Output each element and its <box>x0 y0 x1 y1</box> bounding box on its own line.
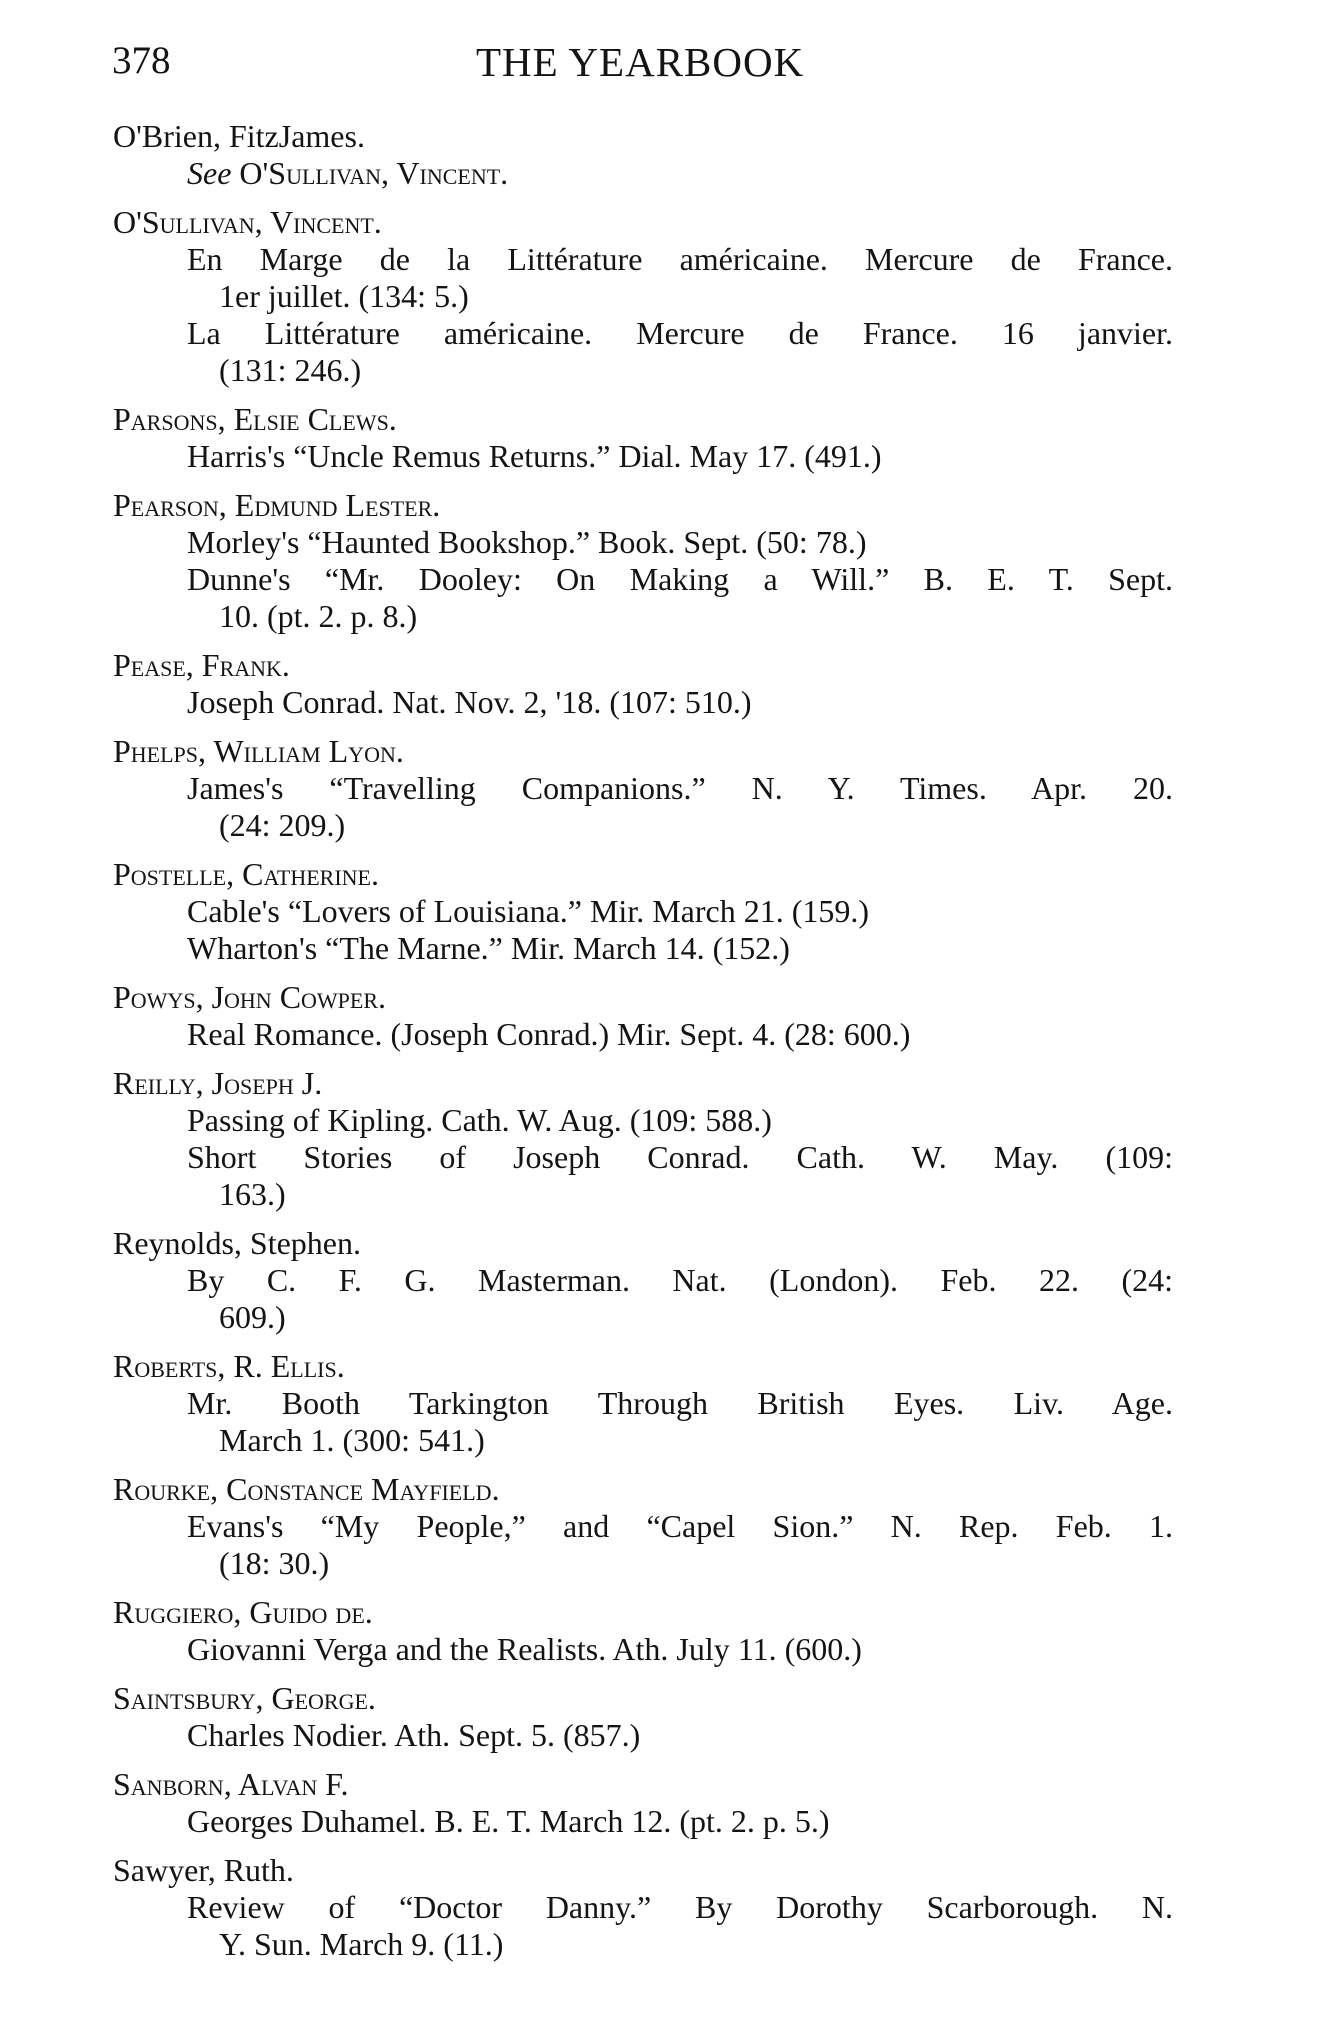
citation-line: Wharton's “The Marne.” Mir. March 14. (152.) <box>187 930 790 966</box>
bibliography-entry <box>113 647 1173 721</box>
see-reference-label: See <box>187 155 232 191</box>
citation-line: Mr. Booth Tarkington Through British Eyes. Liv. Age. <box>187 1385 1173 1421</box>
running-head: THE YEARBOOK <box>476 39 805 85</box>
bibliography-entry <box>113 204 1173 389</box>
bibliography-entry <box>113 979 1173 1053</box>
entry-author: O'Brien, FitzJames. <box>113 118 365 154</box>
citation-line: (24: 209.) <box>219 807 346 843</box>
entry-author: Saintsbury, George. <box>113 1680 376 1716</box>
entry-author: Pease, Frank. <box>113 647 290 683</box>
page-number: 378 <box>112 39 171 82</box>
entry-author: Roberts, R. Ellis. <box>113 1348 345 1384</box>
citation-line: 609.) <box>219 1299 286 1335</box>
bibliography-entry <box>113 118 1173 192</box>
entry-author: Reynolds, Stephen. <box>113 1225 361 1261</box>
entry-author: Sawyer, Ruth. <box>113 1852 294 1888</box>
entry-author: Ruggiero, Guido de. <box>113 1594 373 1630</box>
citation-line: James's “Travelling Companions.” N. Y. Times. Apr. 20. <box>187 770 1173 806</box>
see-reference-target: O'Sullivan, Vincent. <box>239 155 509 191</box>
bibliography-entry <box>113 1594 1173 1668</box>
bibliography-entry <box>113 1680 1173 1754</box>
citation-line: Joseph Conrad. Nat. Nov. 2, '18. (107: 510.) <box>187 684 752 720</box>
citation-line: Y. Sun. March 9. (11.) <box>219 1926 504 1962</box>
entry-author: O'Sullivan, Vincent. <box>113 204 382 240</box>
citation-line: By C. F. G. Masterman. Nat. (London). Feb. 22. (24: <box>187 1262 1173 1298</box>
citation-line: Review of “Doctor Danny.” By Dorothy Scarborough. N. <box>187 1889 1173 1925</box>
citation-line: La Littérature américaine. Mercure de France. 16 janvier. <box>187 315 1173 351</box>
bibliography-entry <box>113 1766 1173 1840</box>
entry-author: Phelps, William Lyon. <box>113 733 404 769</box>
entry-list <box>113 118 1173 1975</box>
citation-line: Short Stories of Joseph Conrad. Cath. W. May. (109: <box>187 1139 1173 1175</box>
entry-author: Parsons, Elsie Clews. <box>113 401 397 437</box>
citation-line: Evans's “My People,” and “Capel Sion.” N. Rep. Feb. 1. <box>187 1508 1173 1544</box>
citation-line <box>187 155 1173 192</box>
citation-line: 10. (pt. 2. p. 8.) <box>219 598 418 634</box>
citation-line: Harris's “Uncle Remus Returns.” Dial. May 17. (491.) <box>187 438 882 474</box>
citation-line: Georges Duhamel. B. E. T. March 12. (pt. 2. p. 5.) <box>187 1803 830 1839</box>
citation-line: (18: 30.) <box>219 1545 330 1581</box>
citation-line: Cable's “Lovers of Louisiana.” Mir. March 21. (159.) <box>187 893 870 929</box>
citation-line: Real Romance. (Joseph Conrad.) Mir. Sept. 4. (28: 600.) <box>187 1016 911 1052</box>
bibliography-entry <box>113 1348 1173 1459</box>
entry-author: Postelle, Catherine. <box>113 856 379 892</box>
bibliography-entry <box>113 1471 1173 1582</box>
citation-line: 163.) <box>219 1176 286 1212</box>
bibliography-entry <box>113 401 1173 475</box>
bibliography-entry <box>113 1852 1173 1963</box>
citation-line: Giovanni Verga and the Realists. Ath. July 11. (600.) <box>187 1631 862 1667</box>
citation-line: 1er juillet. (134: 5.) <box>219 278 469 314</box>
bibliography-entry <box>113 856 1173 967</box>
citation-line: En Marge de la Littérature américaine. Mercure de France. <box>187 241 1173 277</box>
citation-line: March 1. (300: 541.) <box>219 1422 485 1458</box>
citation-line: Passing of Kipling. Cath. W. Aug. (109: 588.) <box>187 1102 772 1138</box>
bibliography-entry <box>113 1225 1173 1336</box>
citation-line: Dunne's “Mr. Dooley: On Making a Will.” B. E. T. Sept. <box>187 561 1173 597</box>
citation-line: (131: 246.) <box>219 352 362 388</box>
entry-author: Pearson, Edmund Lester. <box>113 487 441 523</box>
bibliography-entry <box>113 487 1173 635</box>
bibliography-entry <box>113 733 1173 844</box>
entry-author: Reilly, Joseph J. <box>113 1065 323 1101</box>
citation-line: Charles Nodier. Ath. Sept. 5. (857.) <box>187 1717 641 1753</box>
entry-author: Powys, John Cowper. <box>113 979 387 1015</box>
entry-author: Rourke, Constance Mayfield. <box>113 1471 500 1507</box>
entry-author: Sanborn, Alvan F. <box>113 1766 349 1802</box>
citation-line: Morley's “Haunted Bookshop.” Book. Sept. (50: 78.) <box>187 524 867 560</box>
bibliography-entry <box>113 1065 1173 1213</box>
